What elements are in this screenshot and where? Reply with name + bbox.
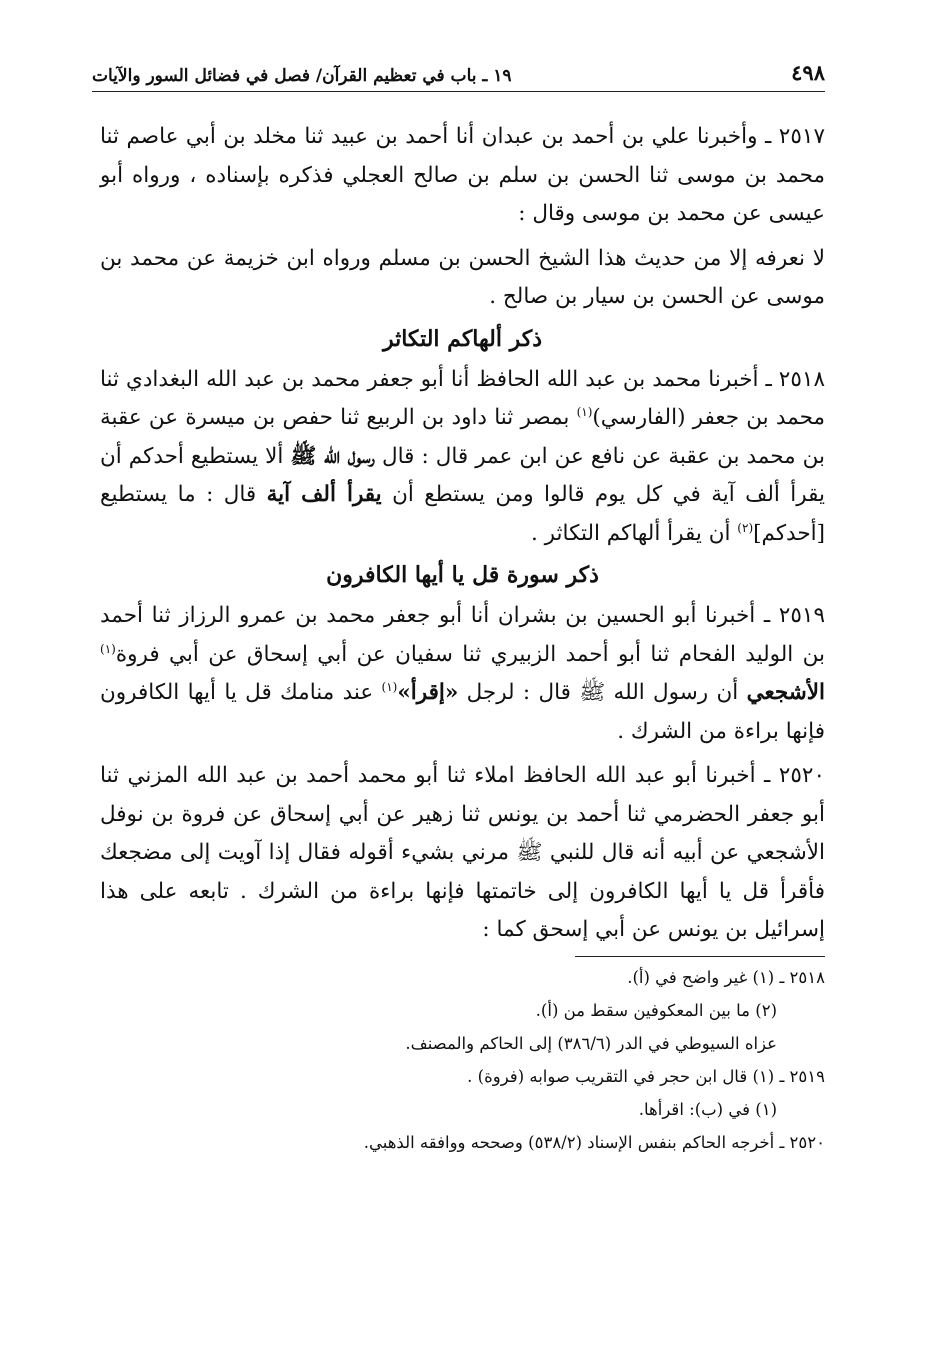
bold-segment: رسول الله ﷺ	[290, 443, 375, 469]
bold-segment: يقرأ ألف آية	[266, 482, 382, 507]
footnote-item: عزاه السيوطي في الدر (٣٨٦/٦) إلى الحاكم والمصنف.	[405, 1033, 777, 1053]
hadith-2520: ٢٥٢٠ ـ أخبرنا أبو عبد الله الحافظ املاء ثنا أبو محمد أحمد بن عبد الله المزني ثنا أبو جعفر الحضرمي ثنا أحمد بن يونس ثنا زهير عن أبي إسحاق عن فروة بن نوفل الأشجعي عن أبيه أنه قال للنبي ﷺ مرني بشيء أقوله فقال إذا آويت إلى مضجعك فأقرأ قل يا أيها الكافرون إلى خاتمتها فإنها براءة من الشرك . تابعه على هذا إسرائيل بن يونس عن أبي إسحق كما :	[100, 763, 825, 942]
footnote-item: ٢٥١٨ ـ (١) غير واضح في (أ).	[627, 967, 825, 987]
text-segment: بمصر ثنا داود بن الربيع ثنا حفص بن ميسرة عن عقبة بن محمد بن عقبة عن نافع عن ابن عمر قال : قال	[100, 405, 825, 469]
running-head: ١٩ ـ باب في تعظيم القرآن/ فصل في فضائل السور والآيات	[92, 66, 512, 86]
hadith-2517: ٢٥١٧ ـ وأخبرنا علي بن أحمد بن عبدان أنا أحمد بن عبيد ثنا مخلد بن أبي عاصم ثنا محمد بن موسى ثنا الحسن بن سلم بن صالح العجلي فذكره بإسناده ، ورواه أبو عيسى عن محمد بن موسى وقال :	[100, 124, 825, 226]
hadith-2518	[100, 361, 825, 554]
footnotes	[100, 961, 825, 1159]
footnote-item: ٢٥٢٠ ـ أخرجه الحاكم بنفس الإسناد (٥٣٨/٢) وصححه ووافقه الذهبي.	[363, 1132, 825, 1152]
bold-segment: «إقرأ»	[397, 680, 459, 705]
footnote-ref: (٢)	[737, 520, 754, 535]
text-segment: أن يقرأ ألهاكم التكاثر .	[531, 520, 738, 546]
section-heading-kafirun: ذكر سورة قل يا أيها الكافرون	[326, 562, 599, 588]
text-segment: عند منامك قل يا أيها الكافرون فإنها براءة من الشرك .	[100, 680, 825, 744]
footnote-ref: (١)	[576, 404, 593, 419]
header-rule	[92, 91, 825, 92]
text-segment: أن رسول الله ﷺ قال : لرجل	[458, 680, 747, 705]
footnote-item: (١) في (ب): اقرأها.	[638, 1099, 777, 1119]
main-text	[100, 118, 825, 1159]
bold-segment: الأشجعي	[746, 680, 825, 705]
text-segment: قال : ما يستطيع [أحدكم]	[100, 482, 825, 546]
hadith-2519	[100, 597, 825, 751]
footnote-ref: (١)	[381, 679, 398, 694]
section-heading-takathur: ذكر ألهاكم التكاثر	[382, 325, 543, 352]
footnote-rule	[575, 956, 825, 957]
footnote-item: (٢) ما بين المعكوفين سقط من (أ).	[535, 1000, 777, 1020]
hadith-2517-comment: لا نعرفه إلا من حديث هذا الشيخ الحسن بن مسلم ورواه ابن خزيمة عن محمد بن موسى عن الحسن بن سيار بن صالح .	[100, 245, 825, 309]
text-segment: ألا يستطيع أحدكم أن يقرأ ألف آية في كل يوم قالوا ومن يستطع أن	[100, 443, 825, 507]
text-segment: ٢٥١٩ ـ أخبرنا أبو الحسين بن بشران أنا أبو جعفر محمد بن عمرو الرزاز ثنا أحمد بن الوليد الفحام ثنا أبو أحمد الزبيري ثنا سفيان عن أبي إسحاق عن أبي فروة	[100, 603, 825, 667]
page-header	[92, 58, 825, 92]
footnote-ref: (١)	[100, 641, 116, 656]
footnote-item: ٢٥١٩ ـ (١) قال ابن حجر في التقريب صوابه (فروة) .	[467, 1066, 825, 1086]
page-number: ٤٩٨	[791, 60, 825, 85]
text-segment: ٢٥١٨ ـ أخبرنا محمد بن عبد الله الحافظ أنا أبو جعفر محمد بن عبد الله البغدادي ثنا محمد بن جعفر (الفارسي)	[100, 366, 825, 430]
